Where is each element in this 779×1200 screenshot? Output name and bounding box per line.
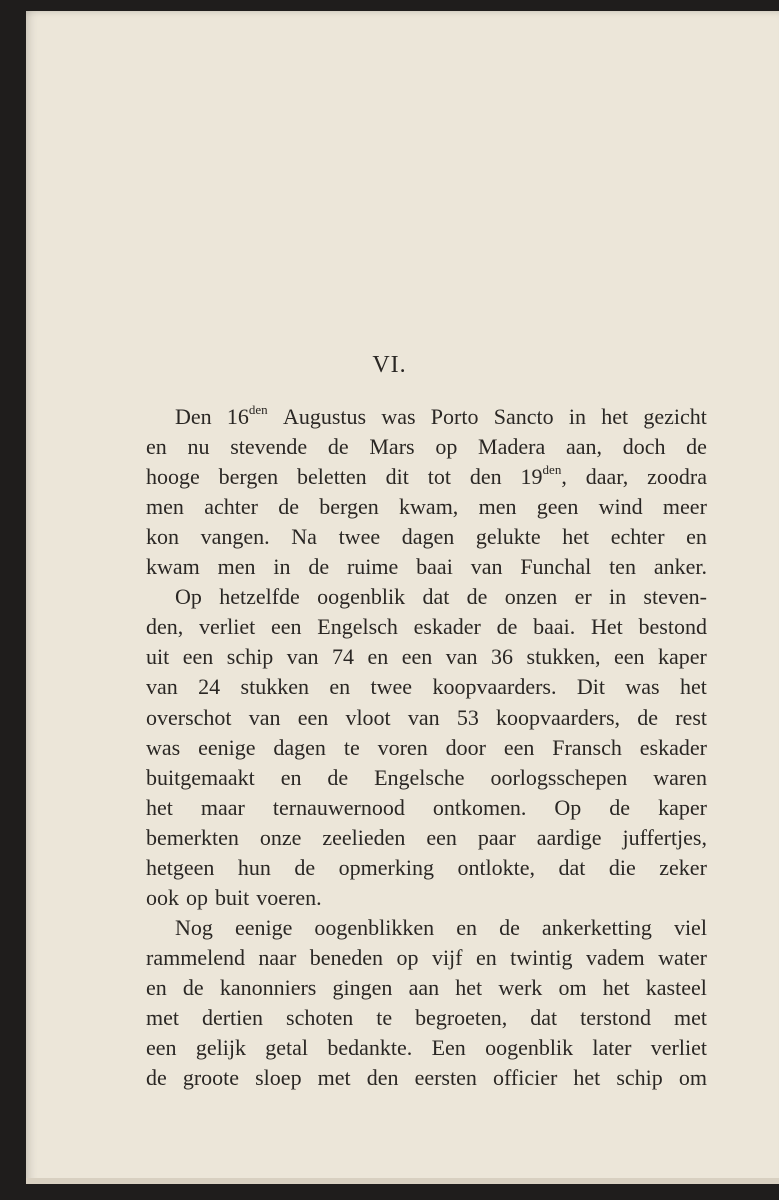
word: bestond bbox=[638, 614, 707, 640]
word: vloot bbox=[345, 704, 391, 730]
text-line bbox=[146, 973, 707, 1003]
word: en bbox=[686, 524, 707, 550]
word: een bbox=[426, 824, 457, 850]
word: daar, bbox=[585, 464, 629, 490]
word: getal bbox=[265, 1035, 309, 1061]
word: eersten bbox=[414, 1065, 477, 1091]
word: de bbox=[278, 494, 299, 520]
word: met bbox=[317, 1065, 351, 1091]
word: was bbox=[381, 404, 416, 429]
text-line bbox=[175, 582, 707, 612]
word: naar bbox=[258, 944, 297, 970]
word: ontlokte, bbox=[457, 854, 536, 880]
word: van bbox=[146, 674, 178, 700]
word: begroeten, bbox=[415, 1005, 508, 1030]
text-line bbox=[146, 552, 707, 582]
word: van bbox=[445, 644, 478, 670]
superscript: den bbox=[542, 461, 562, 477]
word: Het bbox=[591, 614, 623, 640]
word: een bbox=[297, 704, 329, 730]
word: dit bbox=[385, 464, 409, 490]
word: waren bbox=[653, 764, 707, 790]
word: eenige bbox=[198, 734, 256, 760]
word: de bbox=[327, 434, 349, 460]
word: gelijk bbox=[195, 1035, 246, 1061]
page-bottom-edge bbox=[26, 1178, 779, 1184]
word: baai bbox=[416, 554, 453, 580]
word: dertien bbox=[201, 1005, 264, 1030]
word: later bbox=[592, 1035, 632, 1061]
word: $19^{den}$, bbox=[520, 461, 567, 490]
text-line bbox=[175, 913, 707, 943]
word: stukken, bbox=[526, 644, 601, 670]
word: ontkomen. bbox=[432, 794, 527, 820]
word: eskader bbox=[639, 734, 707, 760]
word: eskader bbox=[413, 614, 481, 640]
word: kwam bbox=[146, 554, 200, 580]
word: voeren. bbox=[256, 884, 322, 910]
word: beletten bbox=[297, 464, 367, 490]
word: hooge bbox=[146, 464, 200, 490]
word: doch bbox=[622, 434, 666, 460]
word: het bbox=[680, 674, 707, 700]
word: aardige bbox=[536, 824, 602, 850]
word: dat bbox=[530, 1005, 558, 1030]
word: een bbox=[270, 614, 302, 640]
word: van bbox=[470, 554, 503, 580]
word: meer bbox=[662, 494, 707, 520]
word: vangen. bbox=[200, 524, 270, 550]
text-line bbox=[146, 703, 707, 733]
word: bergen bbox=[218, 464, 279, 490]
word: Een bbox=[431, 1035, 466, 1061]
word: echter bbox=[610, 524, 665, 550]
word: de bbox=[637, 704, 659, 730]
word: baai. bbox=[533, 614, 576, 640]
word: aan, bbox=[565, 434, 602, 460]
word: buit bbox=[215, 884, 250, 910]
word: een bbox=[614, 644, 645, 670]
word: 36 bbox=[491, 644, 514, 670]
word: beneden bbox=[309, 944, 384, 970]
word: dat bbox=[558, 854, 586, 880]
word: verliet bbox=[650, 1035, 707, 1061]
word: bedankte. bbox=[327, 1035, 413, 1061]
word: uit bbox=[146, 644, 170, 670]
word: en bbox=[475, 944, 497, 970]
word: viel bbox=[673, 914, 707, 940]
word: verliet bbox=[199, 614, 256, 640]
word: een bbox=[182, 644, 214, 670]
text-line bbox=[146, 492, 707, 522]
word: Dit bbox=[576, 674, 605, 700]
word: hun bbox=[237, 854, 271, 880]
word: overschot bbox=[146, 704, 232, 730]
word: ruime bbox=[346, 554, 399, 580]
text-line bbox=[146, 763, 707, 793]
word: twee bbox=[338, 524, 381, 550]
word: juffertjes, bbox=[622, 824, 707, 850]
text-line bbox=[146, 1063, 707, 1093]
word: groote bbox=[182, 1065, 240, 1091]
word: met bbox=[673, 1005, 707, 1030]
word: het bbox=[573, 1065, 601, 1091]
word: het bbox=[601, 404, 629, 429]
superscript: den bbox=[248, 401, 268, 417]
word: ankerketting bbox=[541, 914, 652, 940]
word: wind bbox=[598, 494, 643, 520]
word: 24 bbox=[198, 674, 221, 700]
word: hetgeen bbox=[146, 854, 215, 880]
word: oogenblik bbox=[317, 584, 406, 610]
word: gezicht bbox=[643, 404, 707, 429]
word: onzen bbox=[504, 584, 558, 610]
word: de bbox=[182, 974, 204, 1000]
word: hetzelfde bbox=[219, 584, 300, 610]
word: 53 bbox=[456, 704, 479, 730]
word: oorlogsschepen bbox=[490, 764, 628, 790]
word: bemerkten bbox=[146, 824, 239, 850]
word: de bbox=[466, 584, 488, 610]
word: Engelsch bbox=[317, 614, 398, 640]
word: opmerking bbox=[338, 854, 434, 880]
word: van bbox=[407, 704, 440, 730]
word: zeker bbox=[659, 854, 707, 880]
word: rest bbox=[675, 704, 707, 730]
text-line bbox=[146, 853, 707, 883]
word: die bbox=[608, 854, 636, 880]
word: zeelieden bbox=[322, 824, 406, 850]
word: was bbox=[625, 674, 660, 700]
word: den bbox=[469, 464, 502, 490]
word: kaper bbox=[658, 644, 707, 670]
text-line bbox=[146, 883, 707, 913]
word: den, bbox=[146, 614, 184, 640]
text-line bbox=[146, 432, 707, 462]
word: men bbox=[217, 554, 256, 580]
word: van bbox=[286, 644, 319, 670]
word: oogenblik bbox=[485, 1035, 574, 1061]
word: maar bbox=[200, 794, 245, 820]
word: men bbox=[478, 494, 517, 520]
word: het bbox=[602, 974, 630, 1000]
word: tot bbox=[427, 464, 451, 490]
word: een bbox=[146, 1035, 177, 1061]
text-line bbox=[146, 462, 707, 492]
word: men bbox=[146, 494, 184, 520]
word: Na bbox=[291, 524, 317, 550]
word: van bbox=[248, 704, 281, 730]
word: de bbox=[609, 794, 631, 820]
word: nu bbox=[187, 434, 210, 460]
punctuation: , bbox=[561, 464, 567, 490]
word: Funchal bbox=[520, 554, 592, 580]
word: stukken bbox=[240, 674, 309, 700]
word: eenige bbox=[234, 914, 293, 940]
word: kaper bbox=[658, 794, 707, 820]
word: kon bbox=[146, 524, 179, 550]
word: een bbox=[401, 644, 433, 670]
word: en bbox=[146, 434, 167, 460]
word: paar bbox=[477, 824, 516, 850]
word: in bbox=[273, 554, 291, 580]
word: om bbox=[558, 974, 587, 1000]
text-line bbox=[146, 823, 707, 853]
word: dagen bbox=[273, 734, 326, 760]
word: door bbox=[445, 734, 486, 760]
word: water bbox=[658, 944, 707, 970]
word: officier bbox=[492, 1065, 558, 1091]
text-line bbox=[175, 402, 707, 432]
word: Mars bbox=[369, 434, 415, 460]
word: achter bbox=[204, 494, 258, 520]
word: sloep bbox=[255, 1065, 302, 1091]
word: aan bbox=[408, 974, 440, 1000]
word: Fransch bbox=[552, 734, 622, 760]
word: 74 bbox=[331, 644, 354, 670]
word: Sancto bbox=[493, 404, 554, 429]
word: de bbox=[294, 854, 316, 880]
word: op bbox=[186, 884, 208, 910]
word: was bbox=[146, 734, 181, 760]
word: schip bbox=[616, 1065, 663, 1091]
text-line bbox=[146, 1003, 707, 1033]
word: Op bbox=[175, 584, 202, 610]
word: op bbox=[396, 944, 419, 970]
word: stevende bbox=[230, 434, 308, 460]
word: terstond bbox=[580, 1005, 652, 1030]
word: en bbox=[367, 644, 389, 670]
word: vadem bbox=[585, 944, 645, 970]
word: kwam, bbox=[399, 494, 459, 520]
word: geen bbox=[536, 494, 579, 520]
text-line bbox=[146, 1033, 707, 1063]
text-line bbox=[146, 672, 707, 702]
word: de bbox=[496, 614, 518, 640]
word: gelukte bbox=[475, 524, 541, 550]
word: $16^{den}$ bbox=[226, 401, 268, 429]
word: koopvaarders, bbox=[496, 704, 621, 730]
word: kasteel bbox=[645, 974, 707, 1000]
text-line bbox=[146, 733, 707, 763]
word: te bbox=[376, 1005, 393, 1030]
word: en bbox=[280, 764, 302, 790]
word: de bbox=[146, 1065, 167, 1091]
word: Engelsche bbox=[374, 764, 465, 790]
word: Augustus bbox=[282, 404, 367, 429]
word: de bbox=[686, 434, 707, 460]
word: het bbox=[146, 794, 173, 820]
word: anker. bbox=[653, 554, 707, 580]
word: de bbox=[499, 914, 520, 940]
word: oogenblikken bbox=[314, 914, 435, 940]
word: een bbox=[503, 734, 535, 760]
word: kanonniers bbox=[219, 974, 317, 1000]
word: te bbox=[343, 734, 360, 760]
word: Nog bbox=[175, 914, 213, 940]
word: rammelend bbox=[146, 944, 245, 970]
word: gingen bbox=[332, 974, 393, 1000]
chapter-heading: VI. bbox=[372, 352, 407, 378]
word: twee bbox=[370, 674, 413, 700]
word: zoodra bbox=[647, 464, 707, 490]
word: voren bbox=[377, 734, 428, 760]
word: in bbox=[608, 584, 627, 610]
word: op bbox=[435, 434, 458, 460]
word: de bbox=[308, 554, 330, 580]
word: het bbox=[562, 524, 590, 550]
text-line bbox=[146, 943, 707, 973]
word: en bbox=[146, 974, 167, 1000]
word: Madera bbox=[478, 434, 546, 460]
word: onze bbox=[259, 824, 302, 850]
text-line bbox=[146, 642, 707, 672]
word: schip bbox=[226, 644, 274, 670]
word: schoten bbox=[286, 1005, 354, 1030]
word: dat bbox=[422, 584, 450, 610]
word: met bbox=[146, 1005, 179, 1030]
word: Den bbox=[175, 404, 212, 429]
word: om bbox=[678, 1065, 707, 1091]
word: en bbox=[329, 674, 351, 700]
word: vijf bbox=[431, 944, 463, 970]
word: werk bbox=[498, 974, 543, 1000]
text-line bbox=[146, 612, 707, 642]
word: in bbox=[568, 404, 586, 429]
word: bergen bbox=[319, 494, 379, 520]
word: de bbox=[327, 764, 349, 790]
word: den bbox=[366, 1065, 399, 1091]
word: ternauwernood bbox=[272, 794, 405, 820]
word: ook bbox=[146, 884, 179, 910]
word: twintig bbox=[510, 944, 573, 970]
word: dagen bbox=[401, 524, 455, 550]
word: ten bbox=[609, 554, 636, 580]
word: steven- bbox=[643, 584, 707, 610]
word: Op bbox=[554, 794, 582, 820]
text-line bbox=[146, 522, 707, 552]
text-line bbox=[146, 793, 707, 823]
word: en bbox=[456, 914, 478, 940]
word: koopvaarders. bbox=[432, 674, 557, 700]
word: Porto bbox=[430, 404, 479, 429]
word: buitgemaakt bbox=[146, 764, 255, 790]
word: er bbox=[574, 584, 592, 610]
word: het bbox=[455, 974, 483, 1000]
